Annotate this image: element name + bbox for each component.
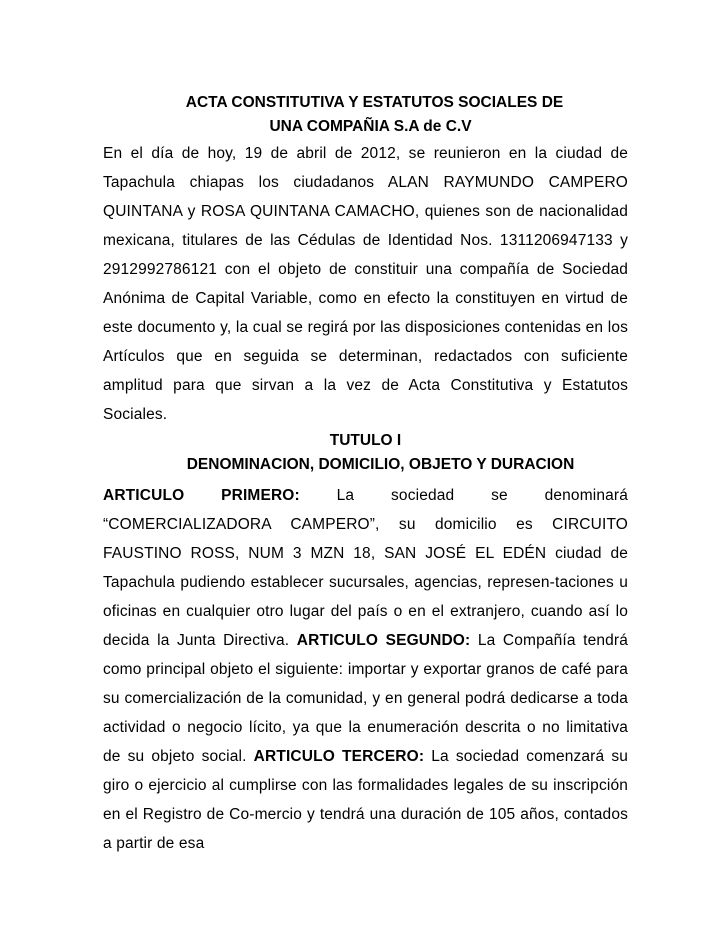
section-subheading: DENOMINACION, DOMICILIO, OBJETO Y DURACION: [186, 456, 575, 473]
document-title-line-1: ACTA CONSTITUTIVA Y ESTATUTOS SOCIALES DE: [185, 94, 564, 111]
articles-paragraph: [103, 481, 628, 858]
article-1-label: ARTICULO PRIMERO:: [103, 487, 300, 504]
article-3-text: La sociedad comenzará su giro o ejercicio al cumplirse con las formalidades legales de su inscripción en el Registro de Co-mercio y tendrá una duración de 105 años, contados a partir de esa: [103, 748, 629, 852]
intro-paragraph: En el día de hoy, 19 de abril de 2012, se reunieron en la ciudad de Tapachula chiapas los ciudadanos ALAN RAYMUNDO CAMPERO QUINTANA y ROSA QUINTANA CAMACHO, quienes son de nacionalidad mexicana, titulares de las Cédulas de Identidad Nos. 1311206947133 y 2912992786121 con el objeto de constituir una compañía de Sociedad Anónima de Capital Variable, como en efecto la constituyen en virtud de este documento y, la cual se regirá por las disposiciones contenidas en los Artículos que en seguida se determinan, redactados con suficiente amplitud para que sirvan a la vez de Acta Constitutiva y Estatutos Sociales.: [103, 145, 628, 423]
article-1-text: La sociedad se denominará “COMERCIALIZADORA CAMPERO”, su domicilio es CIRCUITO FAUSTINO ROSS, NUM 3 MZN 18, SAN JOSÉ EL EDÉN ciudad de Tapachula pudiendo establecer sucursales, agencias, represen-taciones u oficinas en cualquier otro lugar del país o en el extranjero, cuando así lo decida la Junta Directiva.: [103, 487, 628, 649]
section-heading: TUTULO I: [329, 432, 402, 449]
article-2-text: La Compañía tendrá como principal objeto el siguiente: importar y exportar granos de café para su comercialización de la comunidad, y en general podrá dedicarse a toda actividad o negocio lícito, ya que la enumeración descrita o no limitativa de su objeto social.: [103, 632, 628, 765]
document-title-line-2: UNA COMPAÑIA S.A de C.V: [269, 118, 472, 135]
article-3-label: ARTICULO TERCERO:: [253, 748, 425, 765]
article-2-label: ARTICULO SEGUNDO:: [296, 632, 471, 649]
document-page: [103, 91, 628, 858]
